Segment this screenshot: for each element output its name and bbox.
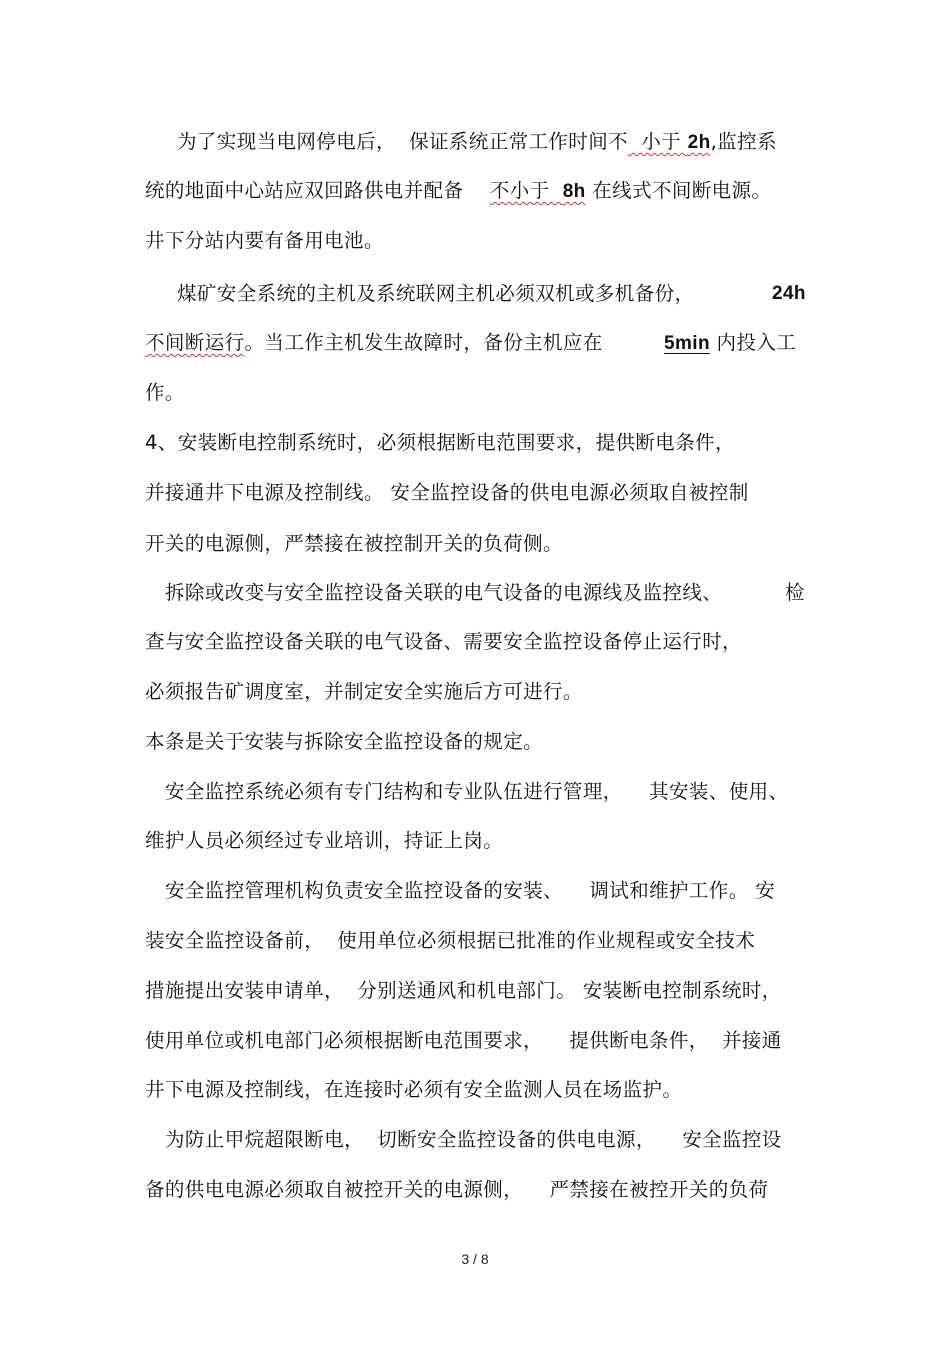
paragraph-2-line-2 [145,330,603,356]
value-24h: 24h [772,283,806,304]
text-run: 统的地面中心站应双回路供电并配备 [145,179,490,202]
text-run: 。当工作主机发生故障时，备份主机应在 [244,331,603,354]
value-5min: 5min [664,333,710,354]
value-2h: 2h [687,132,711,153]
paragraph-2-line-3: 作。 [145,381,185,404]
paragraph-3-line-1: 4、安装断电控制系统时，必须根据断电范围要求，提供断电条件， [145,431,735,454]
text-run: 在线式不间断电源。 [585,179,772,202]
paragraph-8-line-1: 为防止甲烷超限断电， 切断安全监控设备的供电电源， 安全监控设 [165,1128,782,1151]
paragraph-1-line-2 [145,178,771,205]
paragraph-2-line-2-tail [664,330,796,357]
paragraph-7-line-4: 使用单位或机电部门必须根据断电范围要求， 提供断电条件， 并接通 [145,1029,782,1052]
text-run-underlined [490,179,586,202]
paragraph-7-line-5: 井下电源及控制线，在连接时必须有安全监测人员在场监护。 [145,1078,683,1101]
paragraph-4-line-2: 查与安全监控设备关联的电气设备、需要安全监控设备停止运行时， [145,630,743,653]
paragraph-3-line-2: 并接通井下电源及控制线。 安全监控设备的供电电源必须取自被控制 [145,481,749,504]
paragraph-2-line-1: 煤矿安全系统的主机及系统联网主机必须双机或多机备份， [177,282,695,305]
paragraph-7-line-3: 措施提出安装申请单， 分别送通风和机电部门。 安装断电控制系统时， [145,979,782,1002]
text-run-underlined [628,130,711,153]
paragraph-7-line-2: 装安全监控设备前， 使用单位必须根据已批准的作业规程或安全技术 [145,929,756,952]
paragraph-1-line-3: 井下分站内要有备用电池。 [145,229,384,252]
text-run-underlined: 不间断运行 [145,331,245,354]
page-number: 3 / 8 [461,1251,489,1267]
value-8h: 8h [562,181,586,202]
paragraph-4-line-1: 拆除或改变与安全监控设备关联的电气设备的电源线及监控线、 [165,581,723,604]
text-run: 小于 [628,130,688,153]
paragraph-5-line-1: 本条是关于安装与拆除安全监控设备的规定。 [145,730,544,753]
paragraph-1-line-1 [177,129,777,156]
paragraph-6-line-2: 维护人员必须经过专业培训，持证上岗。 [145,829,504,852]
paragraph-4-line-1-tail: 检 [785,581,805,604]
text-run: 内投入工 [709,331,797,354]
text-run: 为了实现当电网停电后， 保证系统正常工作时间不 [177,130,628,153]
paragraph-7-line-1: 安全监控管理机构负责安全监控设备的安装、 调试和维护工作。 安 [165,879,776,902]
paragraph-3-line-3: 开关的电源侧，严禁接在被控制开关的负荷侧。 [145,532,563,555]
text-run: 不小于 [489,179,563,202]
paragraph-6-line-1: 安全监控系统必须有专门结构和专业队伍进行管理， 其安装、使用、 [165,780,789,803]
text-run: ,监控系 [710,130,777,153]
paragraph-4-line-3: 必须报告矿调度室，并制定安全实施后方可进行。 [145,680,583,703]
paragraph-8-line-2: 备的供电电源必须取自被控开关的电源侧， 严禁接在被控开关的负荷 [145,1178,769,1201]
